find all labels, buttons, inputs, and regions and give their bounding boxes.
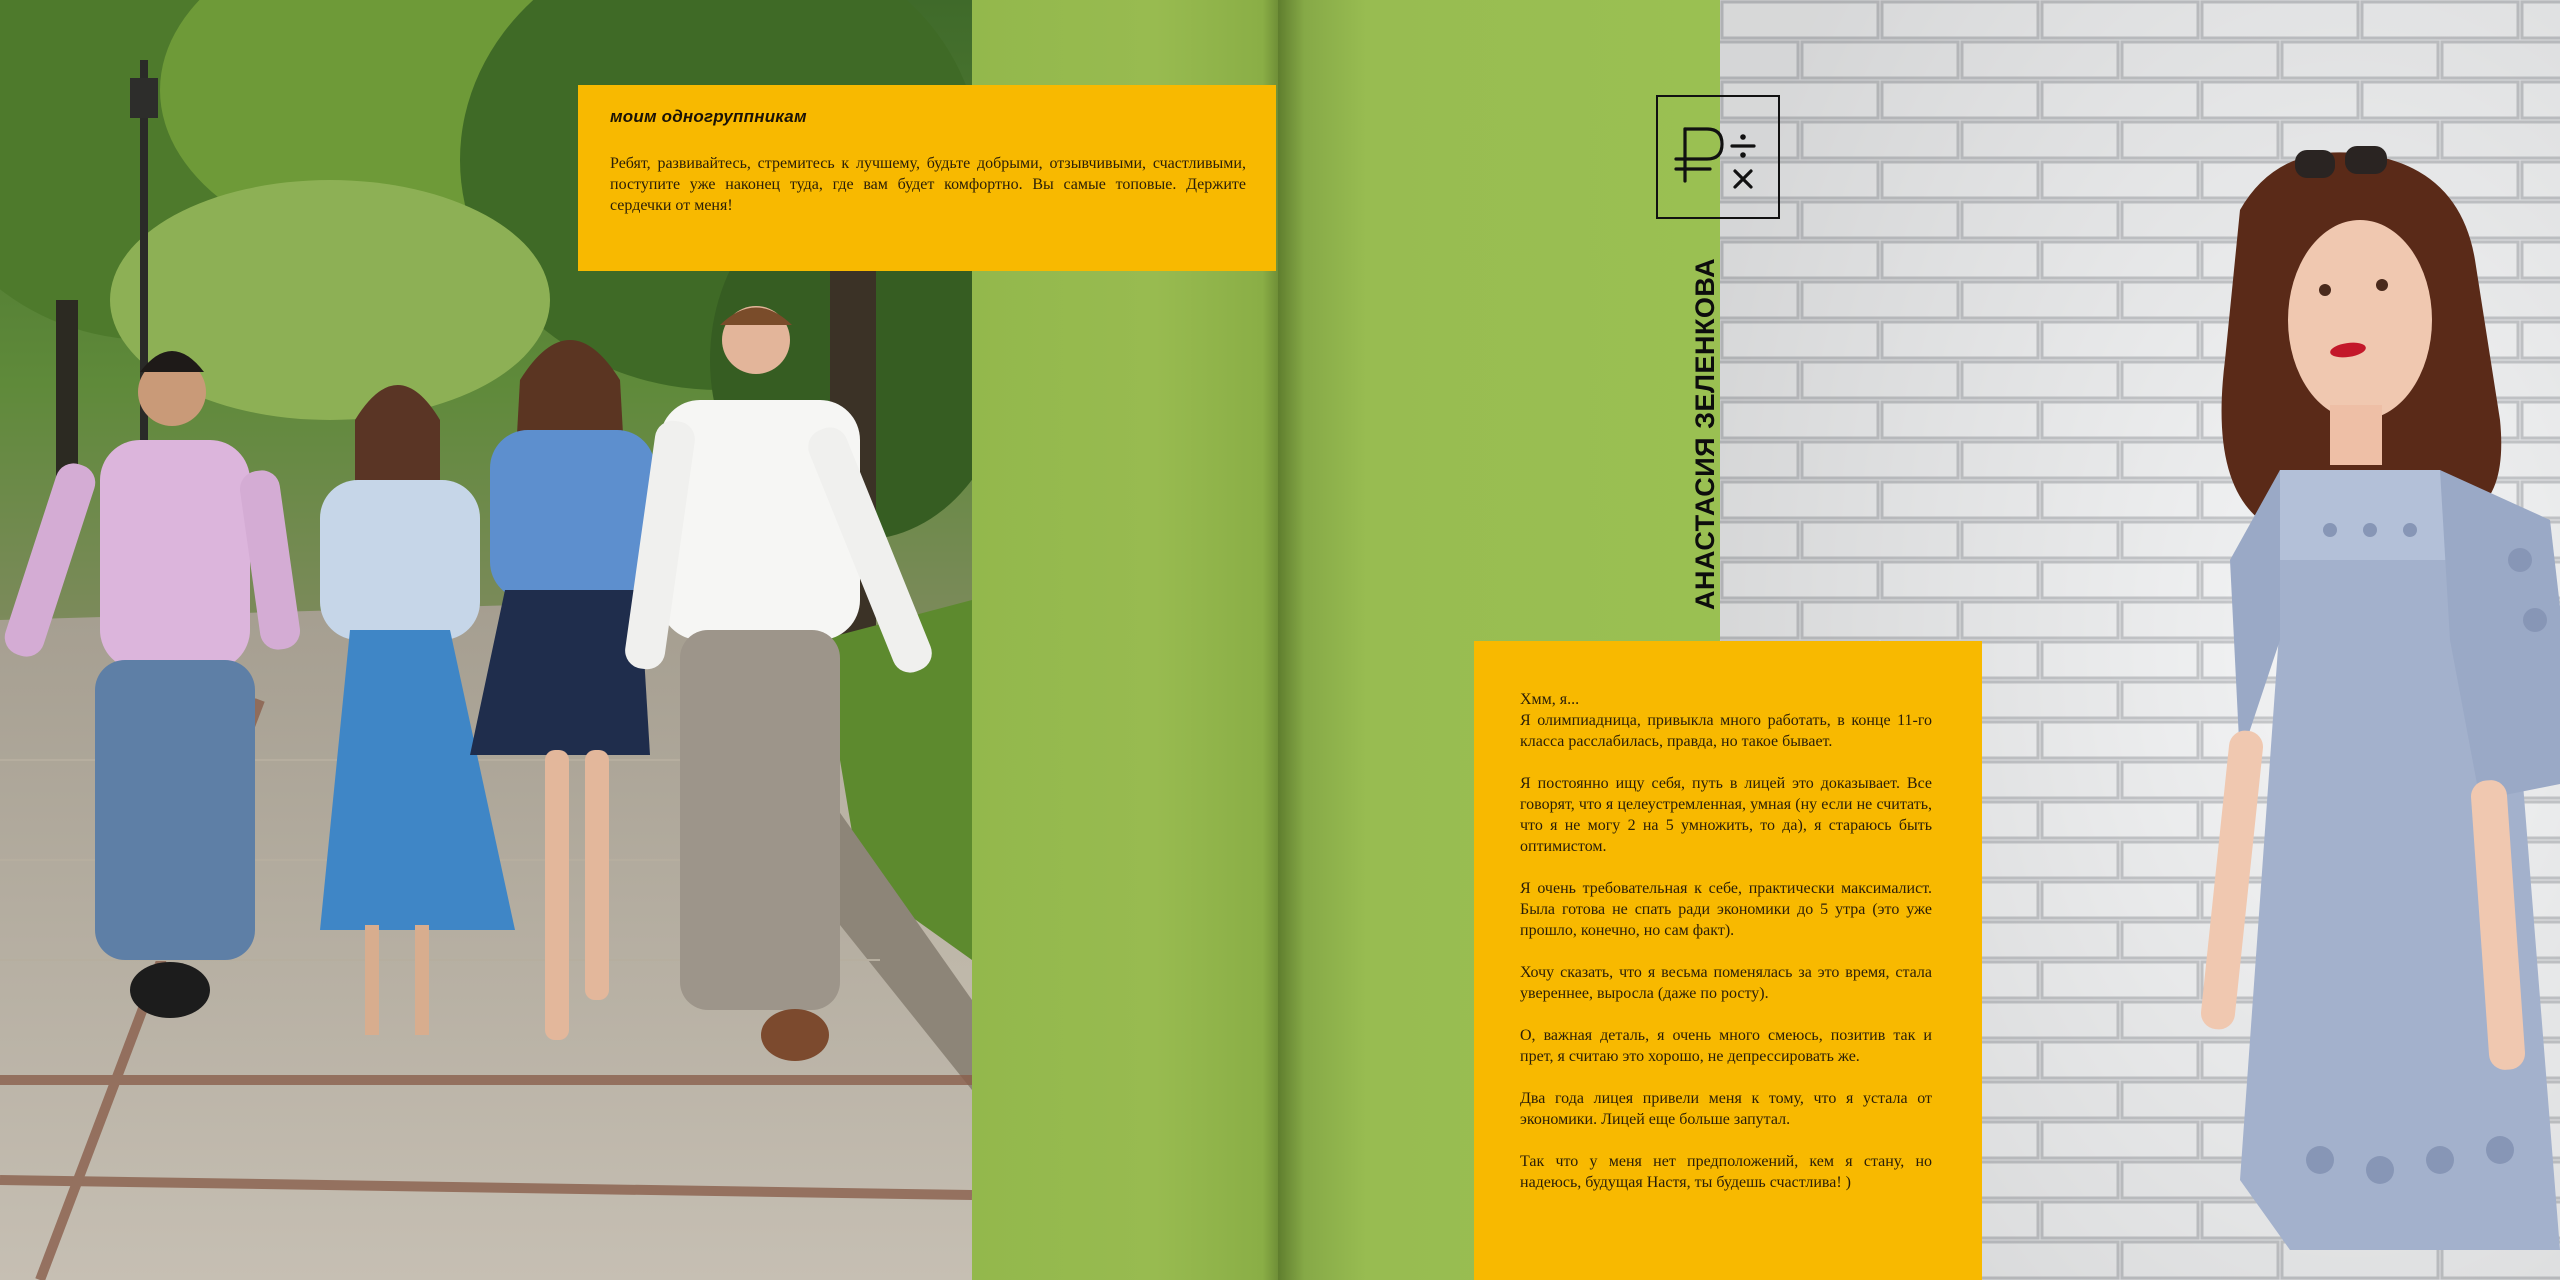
bio-paragraph: Хмм, я... Я олимпиадница, привыкла много работать, в конце 11-го класса расслабилась, правда, но такое бывает. <box>1520 691 1932 750</box>
bio-paragraph: О, важная деталь, я очень много смеюсь, позитив так и прет, я считаю это хорошо, не депрессировать же. <box>1520 1027 1932 1065</box>
student-name: АНАСТАСИЯ ЗЕЛЕНКОВА <box>1690 257 1720 610</box>
bio-box <box>1474 641 1982 1280</box>
bio-paragraph: Так что у меня нет предположений, кем я стану, но надеюсь, будущая Настя, ты будешь счастлива! ) <box>1520 1153 1932 1191</box>
ruble-divide-multiply-icon <box>1656 95 1780 219</box>
dedication-box <box>578 85 1276 271</box>
dedication-text: Ребят, развивайтесь, стремитесь к лучшему, будьте добрыми, отзывчивыми, счастливыми, поступите уже наконец туда, где вам будет комфортно. Вы самые топовые. Держите сердечки от меня! <box>610 155 1246 214</box>
bio-paragraph: Два года лицея привели меня к тому, что я устала от экономики. Лицей еще больше запутал. <box>1520 1090 1932 1128</box>
bio-paragraph: Хочу сказать, что я весьма поменялась за это время, стала увереннее, выросла (даже по росту). <box>1520 964 1932 1002</box>
bio-paragraph: Я постоянно ищу себя, путь в лицей это доказывает. Все говорят, что я целеустремленная, умная (ну если не считать, что я не могу 2 на 5 умножить, то да), я стараюсь быть оптимистом. <box>1520 775 1932 855</box>
dedication-heading: моим одногруппникам <box>610 107 807 126</box>
bio-paragraph: Я очень требовательная к себе, практически максималист. Была готова не спать ради экономики до 5 утра (это уже прошло, конечно, но сам факт). <box>1520 880 1932 939</box>
lamp-post <box>140 60 148 480</box>
